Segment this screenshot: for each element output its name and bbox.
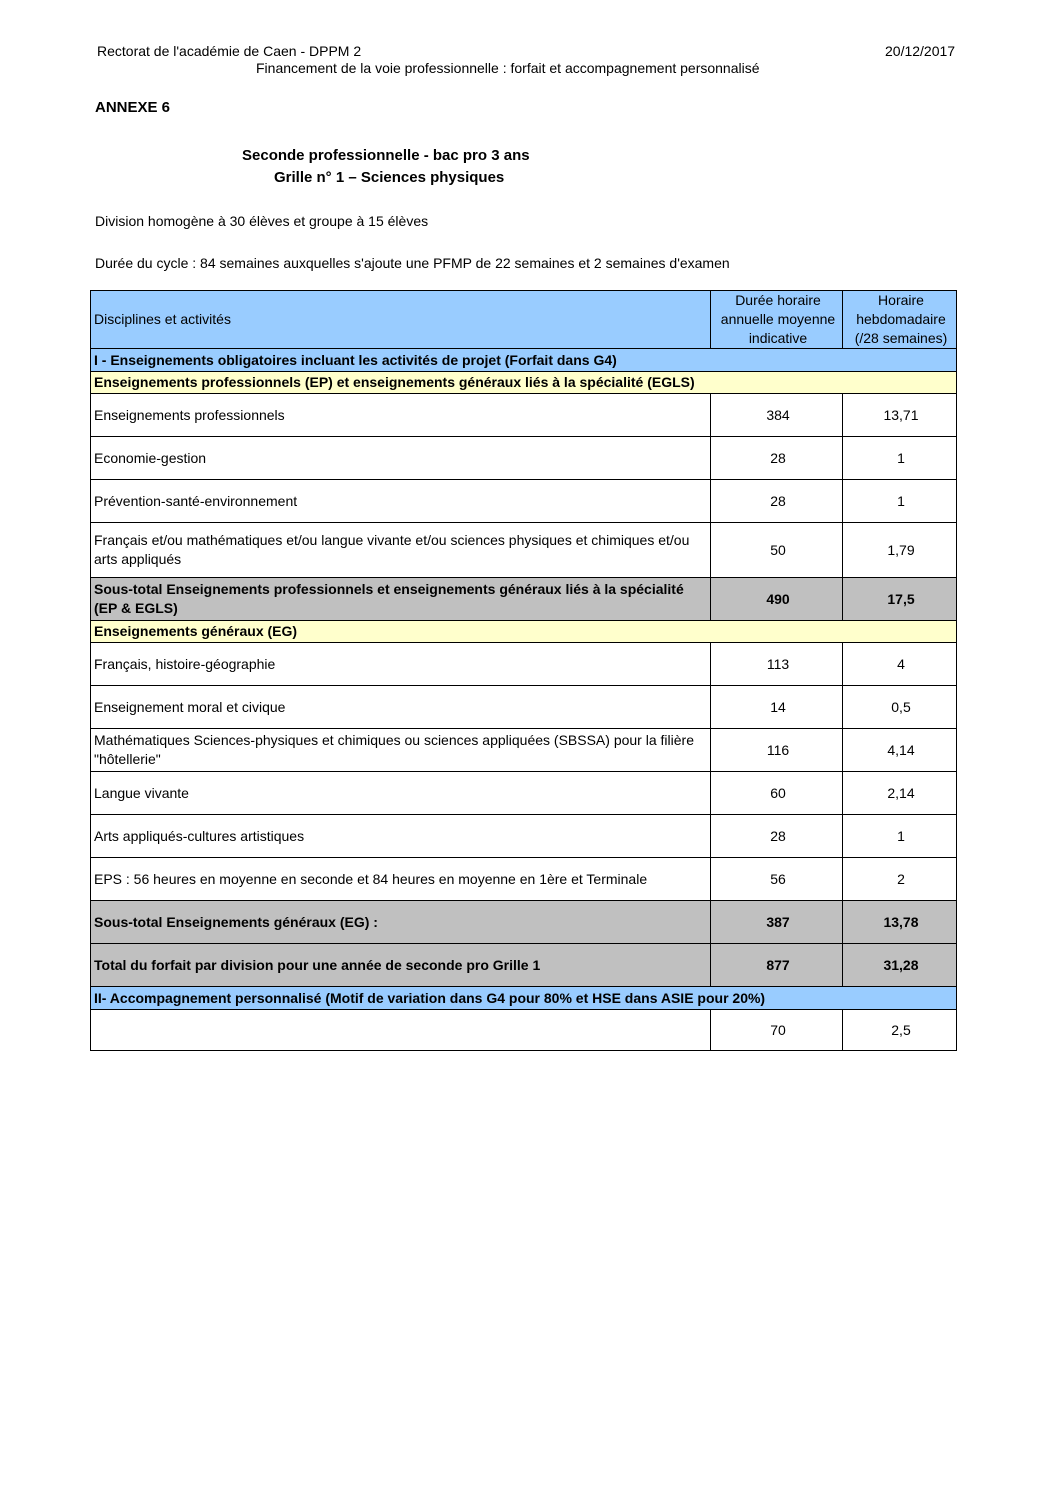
row-label: Mathématiques Sciences-physiques et chimiques ou sciences appliquées (SBSSA) pour la filière "hôtellerie": [91, 729, 711, 772]
subtotal-ep-label: Sous-total Enseignements professionnels et enseignements généraux liés à la spécialité (EP & EGLS): [91, 578, 711, 621]
total-annual: 877: [711, 944, 843, 987]
section-mandatory-label: I - Enseignements obligatoires incluant les activités de projet (Forfait dans G4): [91, 349, 957, 372]
row-annual: 28: [711, 815, 843, 858]
row-weekly: 2: [843, 858, 957, 901]
header-org: Rectorat de l'académie de Caen - DPPM 2: [97, 43, 362, 59]
row-label: Enseignement moral et civique: [91, 686, 711, 729]
row-annual: 70: [711, 1010, 843, 1051]
subsection-heading: [91, 621, 957, 643]
annexe-label: ANNEXE 6: [95, 99, 171, 116]
section-heading: [91, 987, 957, 1010]
table-row: [91, 815, 957, 858]
table-row: [91, 480, 957, 523]
subsection-heading: [91, 372, 957, 394]
table-header-row: [91, 291, 957, 349]
row-weekly: 1: [843, 437, 957, 480]
row-weekly: 4: [843, 643, 957, 686]
row-label: Economie-gestion: [91, 437, 711, 480]
cycle-info: Durée du cycle : 84 semaines auxquelles s'ajoute une PFMP de 22 semaines et 2 semaines d'examen: [95, 255, 730, 271]
subtotal-ep-weekly: 17,5: [843, 578, 957, 621]
total-label: Total du forfait par division pour une année de seconde pro Grille 1: [91, 944, 711, 987]
header-weekly-hours: Horaire hebdomadaire (/28 semaines): [843, 291, 957, 349]
row-label: [91, 1010, 711, 1051]
subtotal-eg-label: Sous-total Enseignements généraux (EG) :: [91, 901, 711, 944]
header-date: 20/12/2017: [885, 43, 956, 59]
row-annual: 50: [711, 523, 843, 578]
header-subtitle: Financement de la voie professionnelle : forfait et accompagnement personnalisé: [256, 60, 760, 76]
row-annual: 60: [711, 772, 843, 815]
row-weekly: 4,14: [843, 729, 957, 772]
row-label: EPS : 56 heures en moyenne en seconde et 84 heures en moyenne en 1ère et Terminale: [91, 858, 711, 901]
document-subtitle: Grille n° 1 – Sciences physiques: [274, 169, 505, 186]
table-row: [91, 686, 957, 729]
subsection-eg-label: Enseignements généraux (EG): [91, 621, 957, 643]
header-disciplines: Disciplines et activités: [91, 291, 711, 349]
row-label: Français, histoire-géographie: [91, 643, 711, 686]
table-row: [91, 643, 957, 686]
section-ap-label: II- Accompagnement personnalisé (Motif de variation dans G4 pour 80% et HSE dans ASIE pour 20%): [91, 987, 957, 1010]
table-row: [91, 858, 957, 901]
row-annual: 28: [711, 480, 843, 523]
row-annual: 116: [711, 729, 843, 772]
division-info: Division homogène à 30 élèves et groupe à 15 élèves: [95, 213, 429, 229]
table-row: [91, 437, 957, 480]
row-label: Prévention-santé-environnement: [91, 480, 711, 523]
row-annual: 28: [711, 437, 843, 480]
total-row: [91, 944, 957, 987]
subtotal-ep-annual: 490: [711, 578, 843, 621]
row-annual: 113: [711, 643, 843, 686]
subtotal-eg-annual: 387: [711, 901, 843, 944]
table-row: [91, 523, 957, 578]
row-weekly: 2,14: [843, 772, 957, 815]
row-weekly: 1: [843, 480, 957, 523]
row-weekly: 1,79: [843, 523, 957, 578]
row-weekly: 2,5: [843, 1010, 957, 1051]
subtotal-row: [91, 578, 957, 621]
row-label: Langue vivante: [91, 772, 711, 815]
total-weekly: 31,28: [843, 944, 957, 987]
header-annual-hours: Durée horaire annuelle moyenne indicative: [711, 291, 843, 349]
row-label: Arts appliqués-cultures artistiques: [91, 815, 711, 858]
row-annual: 384: [711, 394, 843, 437]
document-title: Seconde professionnelle - bac pro 3 ans: [242, 147, 530, 164]
row-weekly: 0,5: [843, 686, 957, 729]
row-weekly: 13,71: [843, 394, 957, 437]
subsection-ep-label: Enseignements professionnels (EP) et enseignements généraux liés à la spécialité (EGLS): [91, 372, 957, 394]
section-heading: [91, 349, 957, 372]
row-annual: 56: [711, 858, 843, 901]
row-label: Français et/ou mathématiques et/ou langue vivante et/ou sciences physiques et chimiques et/ou arts appliqués: [91, 523, 711, 578]
hours-table: [90, 290, 957, 1051]
table-row: [91, 729, 957, 772]
subtotal-row: [91, 901, 957, 944]
table-row: [91, 394, 957, 437]
table-row: [91, 1010, 957, 1051]
table-row: [91, 772, 957, 815]
subtotal-eg-weekly: 13,78: [843, 901, 957, 944]
row-label: Enseignements professionnels: [91, 394, 711, 437]
row-annual: 14: [711, 686, 843, 729]
row-weekly: 1: [843, 815, 957, 858]
